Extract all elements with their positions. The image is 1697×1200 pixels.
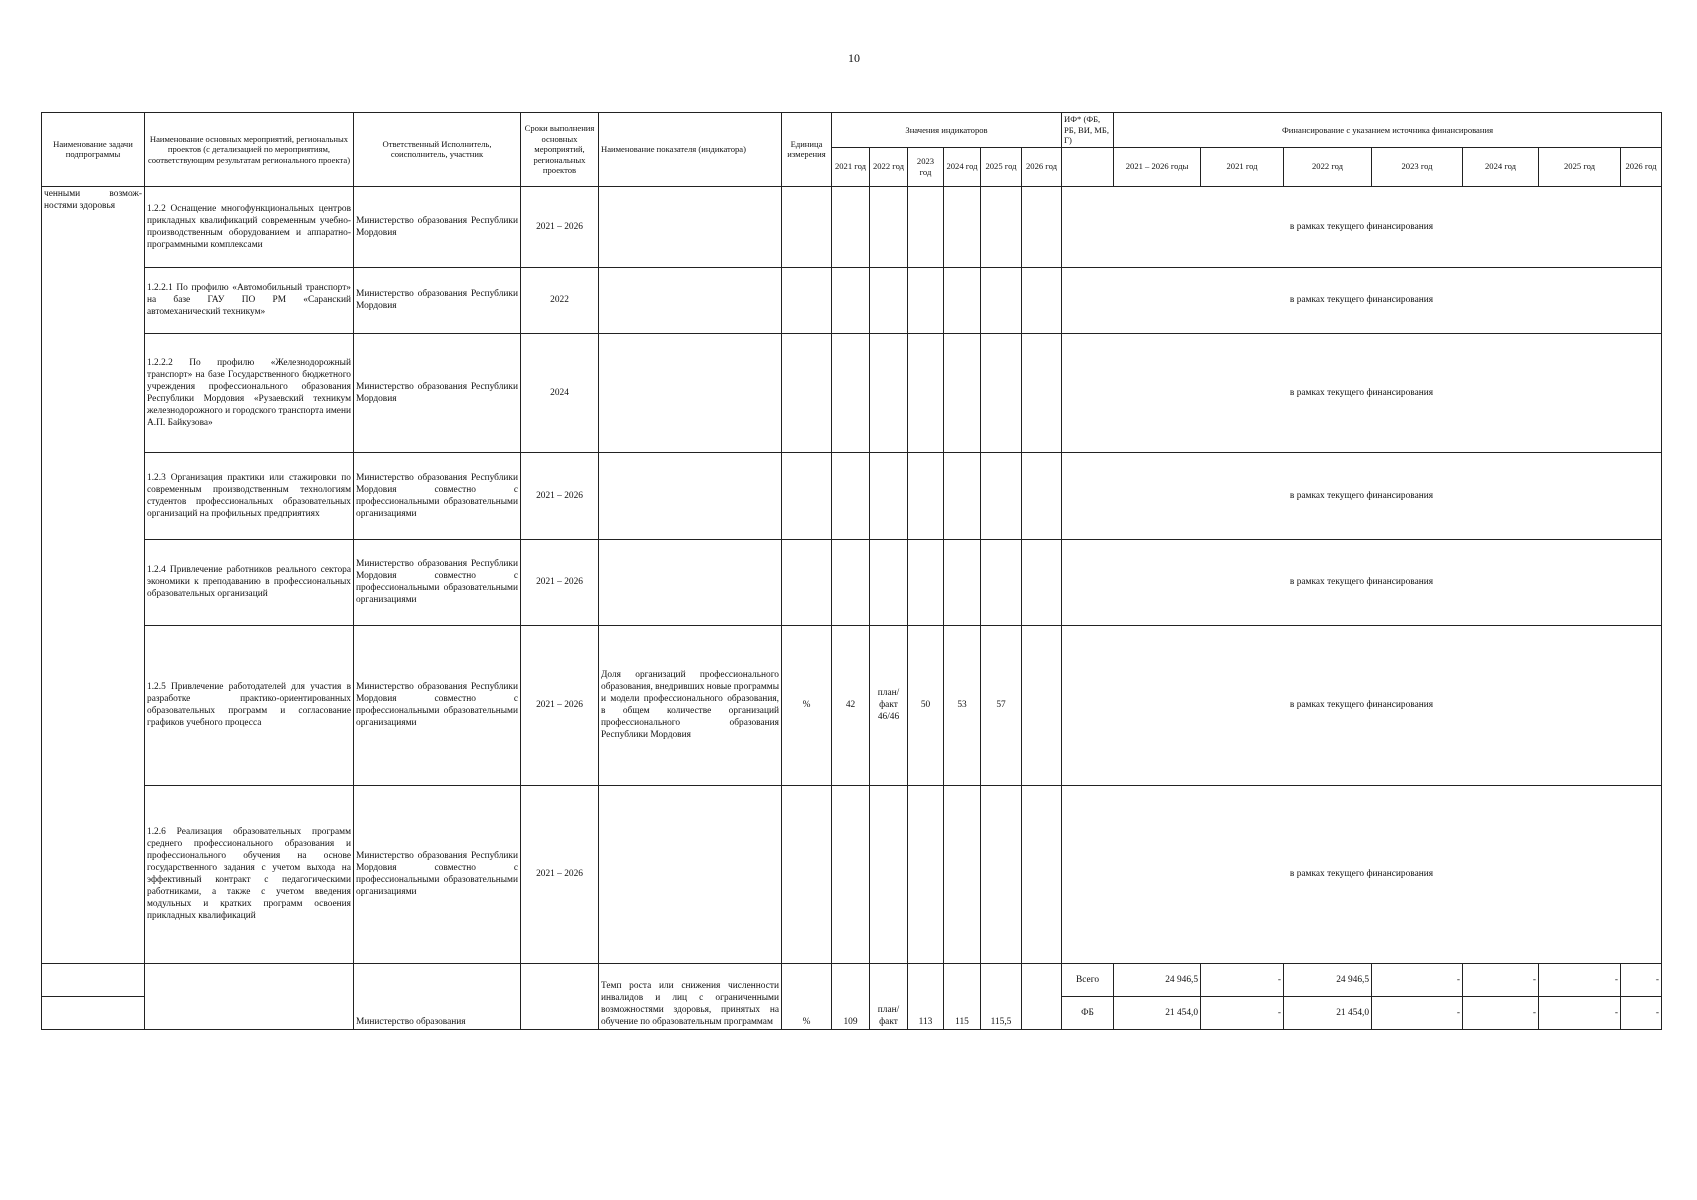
- unit-cell: %: [782, 963, 832, 1029]
- header-year-2026: 2026 год: [1022, 147, 1062, 186]
- value-2025: 115,5: [981, 963, 1022, 1029]
- value-2023: 50: [908, 625, 944, 785]
- deadline-cell: 2021 – 2026: [521, 186, 599, 267]
- executor-cell: Министерство образования Республики Мордовия: [354, 333, 521, 452]
- financing-cell: в рамках текущего финансирования: [1062, 539, 1662, 625]
- header-source-blank: [1062, 147, 1114, 186]
- financing-cell: в рамках текущего финансирования: [1062, 452, 1662, 539]
- header-year-2021: 2021 год: [832, 147, 870, 186]
- deadline-cell: 2022: [521, 267, 599, 333]
- fin-value: 21 454,0: [1284, 996, 1372, 1029]
- fin-value: 24 946,5: [1284, 963, 1372, 996]
- header-year-2025: 2025 год: [981, 147, 1022, 186]
- fin-value: -: [1372, 996, 1463, 1029]
- financing-cell: в рамках текущего финансирования: [1062, 785, 1662, 963]
- table-row: [42, 186, 1662, 267]
- value-2022: план/ факт 46/46: [870, 625, 908, 785]
- deadline-cell: 2021 – 2026: [521, 785, 599, 963]
- fin-value: -: [1621, 963, 1662, 996]
- header-year-2022: 2022 год: [870, 147, 908, 186]
- value-2024: 53: [944, 625, 981, 785]
- executor-cell: Министерство образования Республики Мордовия совместно с профессиональными образовательными организациями: [354, 539, 521, 625]
- value-2022: план/ факт: [870, 963, 908, 1029]
- table-row: [42, 963, 1662, 996]
- header-source: ИФ* (ФБ, РБ, ВИ, МБ, Г): [1062, 113, 1114, 148]
- task-cell: ченными возмож-ностями здоровья: [42, 186, 145, 963]
- header-fin-total: 2021 – 2026 годы: [1114, 147, 1201, 186]
- deadline-cell: 2021 – 2026: [521, 625, 599, 785]
- header-fin-2022: 2022 год: [1284, 147, 1372, 186]
- fin-value: -: [1372, 963, 1463, 996]
- activity-cell: 1.2.3 Организация практики или стажировки по современным производственным технологиям студентов профессиональных образовательных организаций на профильных предприятиях: [145, 452, 354, 539]
- header-unit: Единица измерения: [782, 113, 832, 187]
- header-year-2023: 2023 год: [908, 147, 944, 186]
- header-indicator-values: Значения индикаторов: [832, 113, 1062, 148]
- indicator-cell: Темп роста или снижения численности инвалидов и лиц с ограниченными возможностями здоровья, принятых на обучение по образовательным программам: [599, 963, 782, 1029]
- financing-cell: в рамках текущего финансирования: [1062, 186, 1662, 267]
- fin-value: 21 454,0: [1114, 996, 1201, 1029]
- table-row: [42, 539, 1662, 625]
- executor-cell: Министерство образования: [354, 963, 521, 1029]
- activity-cell: 1.2.2.2 По профилю «Железнодорожный транспорт» на базе Государственного бюджетного учреждения профессионального образования Республики Мордовия «Рузаевский техникум железнодорожного и городского транспорта имени А.П. Байкузова»: [145, 333, 354, 452]
- value-2026: [1022, 625, 1062, 785]
- table-row: [42, 333, 1662, 452]
- activity-cell: 1.2.4 Привлечение работников реального сектора экономики к преподаванию в профессиональных образовательных организаций: [145, 539, 354, 625]
- fin-value: -: [1201, 996, 1284, 1029]
- header-activity: Наименование основных мероприятий, региональных проектов (с детализацией по мероприятиям, соответствующим результатам регионального проекта): [145, 113, 354, 187]
- fin-value: -: [1201, 963, 1284, 996]
- fin-value: -: [1621, 996, 1662, 1029]
- table-row: [42, 452, 1662, 539]
- fin-source: ФБ: [1062, 996, 1114, 1029]
- executor-cell: Министерство образования Республики Мордовия совместно с профессиональными образовательными организациями: [354, 625, 521, 785]
- financing-cell: в рамках текущего финансирования: [1062, 267, 1662, 333]
- header-fin-2025: 2025 год: [1539, 147, 1621, 186]
- fin-source: Всего: [1062, 963, 1114, 996]
- value-2024: 115: [944, 963, 981, 1029]
- header-fin-2024: 2024 год: [1463, 147, 1539, 186]
- financing-cell: в рамках текущего финансирования: [1062, 333, 1662, 452]
- table-row: [42, 267, 1662, 333]
- header-deadline: Сроки выполнения основных мероприятий, региональных проектов: [521, 113, 599, 187]
- fin-value: -: [1539, 963, 1621, 996]
- activity-cell: 1.2.6 Реализация образовательных программ среднего профессионального образования и профессионального обучения на основе государственного задания с учетом выхода на эффективный контракт с педагогическими работниками, а также с учетом введения модульных и кратких программ освоения прикладных квалификаций: [145, 785, 354, 963]
- unit-cell: %: [782, 625, 832, 785]
- header-fin-2026: 2026 год: [1621, 147, 1662, 186]
- financing-cell: в рамках текущего финансирования: [1062, 625, 1662, 785]
- fin-value: -: [1539, 996, 1621, 1029]
- value-2021: 42: [832, 625, 870, 785]
- header-task: Наименование задачи подпрограммы: [42, 113, 145, 187]
- deadline-cell: 2021 – 2026: [521, 539, 599, 625]
- activity-cell: 1.2.5 Привлечение работодателей для участия в разработке практико-ориентированных образовательных программ и согласование графиков учебного процесса: [145, 625, 354, 785]
- deadline-cell: 2024: [521, 333, 599, 452]
- indicator-cell: Доля организаций профессионального образования, внедривших новые программы и модели профессионального образования, в общем количестве организаций профессионального образования Республики Мордовия: [599, 625, 782, 785]
- executor-cell: Министерство образования Республики Мордовия: [354, 186, 521, 267]
- header-executor: Ответственный Исполнитель, соисполнитель, участник: [354, 113, 521, 187]
- executor-cell: Министерство образования Республики Мордовия совместно с профессиональными образовательными организациями: [354, 785, 521, 963]
- executor-cell: Министерство образования Республики Мордовия совместно с профессиональными образовательными организациями: [354, 452, 521, 539]
- header-year-2024: 2024 год: [944, 147, 981, 186]
- header-fin-2023: 2023 год: [1372, 147, 1463, 186]
- table-row: [42, 625, 1662, 785]
- activity-cell: 1.2.2.1 По профилю «Автомобильный транспорт» на базе ГАУ ПО РМ «Саранский автомеханический техникум»: [145, 267, 354, 333]
- page-number: 10: [848, 51, 860, 65]
- header-financing: Финансирование с указанием источника финансирования: [1114, 113, 1662, 148]
- value-2026: [1022, 963, 1062, 1029]
- executor-cell: Министерство образования Республики Мордовия: [354, 267, 521, 333]
- activity-cell: 1.2.2 Оснащение многофункциональных центров прикладных квалификаций современным учебно-производственным оборудованием и аппаратно-программными комплексами: [145, 186, 354, 267]
- fin-value: -: [1463, 963, 1539, 996]
- table-row: [42, 785, 1662, 963]
- deadline-cell: 2021 – 2026: [521, 452, 599, 539]
- header-fin-2021: 2021 год: [1201, 147, 1284, 186]
- header-indicator: Наименование показателя (индикатора): [599, 113, 782, 187]
- program-table: [41, 112, 1662, 1030]
- value-2025: 57: [981, 625, 1022, 785]
- value-2021: 109: [832, 963, 870, 1029]
- fin-value: -: [1463, 996, 1539, 1029]
- value-2023: 113: [908, 963, 944, 1029]
- fin-value: 24 946,5: [1114, 963, 1201, 996]
